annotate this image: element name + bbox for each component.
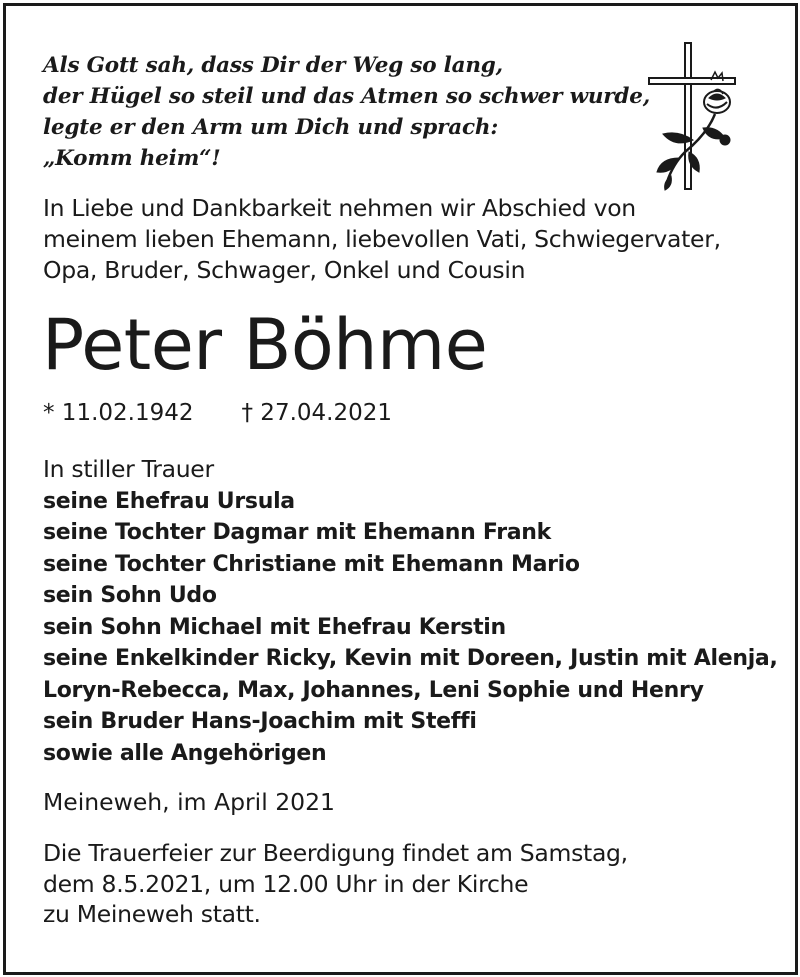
mourners-list <box>43 454 778 769</box>
mourner-row: Loryn-Rebecca, Max, Johannes, Leni Sophie und Henry <box>43 677 704 703</box>
mourner-row: seine Enkelkinder Ricky, Kevin mit Doreen, Justin mit Alenja, <box>43 646 778 671</box>
mourner-row: sowie alle Angehörigen <box>43 740 327 766</box>
poem-line: Als Gott sah, dass Dir der Weg so lang, <box>43 53 503 78</box>
poem <box>43 50 650 174</box>
life-dates <box>43 397 392 429</box>
mourner-row: sein Bruder Hans-Joachim mit Steffi <box>43 709 477 734</box>
intro-text <box>43 193 721 286</box>
mourner-row: seine Tochter Christiane mit Ehemann Mario <box>43 551 580 577</box>
intro-line: Opa, Bruder, Schwager, Onkel und Cousin <box>43 256 526 284</box>
poem-line: der Hügel so steil und das Atmen so schwer wurde, <box>43 84 651 109</box>
birth-date: * 11.02.1942 <box>43 400 194 426</box>
funeral-line: zu Meineweh statt. <box>43 900 261 928</box>
funeral-notice <box>43 838 628 930</box>
deceased-name: Peter Böhme <box>42 304 488 386</box>
mourners-lead: In stiller Trauer <box>43 455 214 483</box>
poem-line: „Komm heim“! <box>43 146 221 171</box>
funeral-line: Die Trauerfeier zur Beerdigung findet am Samstag, <box>43 839 628 867</box>
mourner-row: seine Tochter Dagmar mit Ehemann Frank <box>43 520 551 545</box>
intro-line: meinem lieben Ehemann, liebevollen Vati, Schwiegervater, <box>43 225 721 253</box>
intro-line: In Liebe und Dankbarkeit nehmen wir Abschied von <box>43 194 636 222</box>
mourner-row: seine Ehefrau Ursula <box>43 488 295 514</box>
funeral-line: dem 8.5.2021, um 12.00 Uhr in der Kirche <box>43 869 529 898</box>
poem-line: legte er den Arm um Dich und sprach: <box>43 115 499 140</box>
mourner-row: sein Sohn Michael mit Ehefrau Kerstin <box>43 614 506 640</box>
death-date: † 27.04.2021 <box>241 400 392 426</box>
cross-with-rose-icon <box>645 40 740 192</box>
mourner-row: sein Sohn Udo <box>43 583 217 608</box>
place-date: Meineweh, im April 2021 <box>43 788 336 816</box>
